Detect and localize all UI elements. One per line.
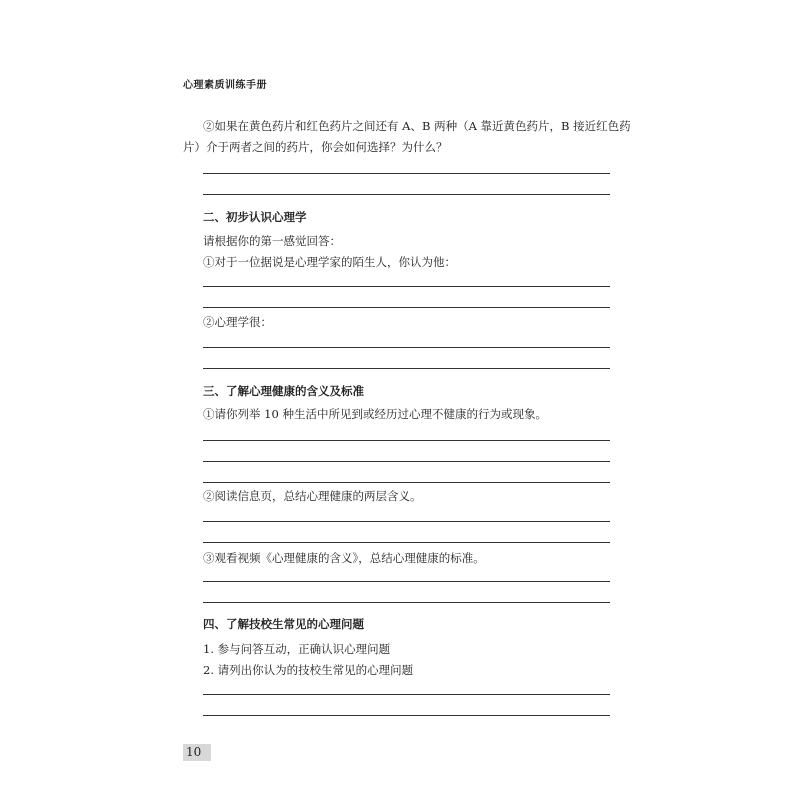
running-header: 心理素质训练手册 [183, 80, 267, 91]
list-item: 2. 请列出你认为的技校生常见的心理问题 [203, 663, 414, 677]
answer-line[interactable] [203, 173, 610, 174]
answer-line[interactable] [203, 307, 610, 308]
list-item: 1. 参与问答互动，正确认识心理问题 [203, 642, 391, 656]
section-heading: 四、了解技校生常见的心理问题 [203, 617, 364, 631]
answer-line[interactable] [203, 440, 610, 441]
question-text: 片）介于两者之间的药片，你会如何选择？为什么？ [183, 140, 448, 154]
answer-line[interactable] [203, 194, 610, 195]
answer-line[interactable] [203, 694, 610, 695]
question-text: ②心理学很： [203, 315, 272, 329]
answer-line[interactable] [203, 521, 610, 522]
answer-line[interactable] [203, 581, 610, 582]
question-text: ①请你列举 10 种生活中所见到或经历过心理不健康的行为或现象。 [203, 407, 547, 421]
answer-line[interactable] [203, 715, 610, 716]
answer-line[interactable] [203, 602, 610, 603]
answer-line[interactable] [203, 542, 610, 543]
answer-line[interactable] [203, 368, 610, 369]
page-number: 10 [186, 745, 202, 759]
question-text: ③观看视频《心理健康的含义》，总结心理健康的标准。 [203, 551, 485, 565]
answer-line[interactable] [203, 286, 610, 287]
section-heading: 二、初步认识心理学 [203, 210, 307, 224]
answer-line[interactable] [203, 461, 610, 462]
question-text: ②如果在黄色药片和红色药片之间还有 A、B 两种（A 靠近黄色药片，B 接近红色药 [203, 119, 631, 133]
section-heading: 三、了解心理健康的含义及标准 [203, 384, 364, 398]
instruction-text: 请根据你的第一感觉回答： [203, 234, 341, 248]
question-text: ②阅读信息页，总结心理健康的两层含义。 [203, 489, 422, 503]
question-text: ①对于一位据说是心理学家的陌生人，你认为他： [203, 255, 456, 269]
answer-line[interactable] [203, 482, 610, 483]
answer-line[interactable] [203, 347, 610, 348]
